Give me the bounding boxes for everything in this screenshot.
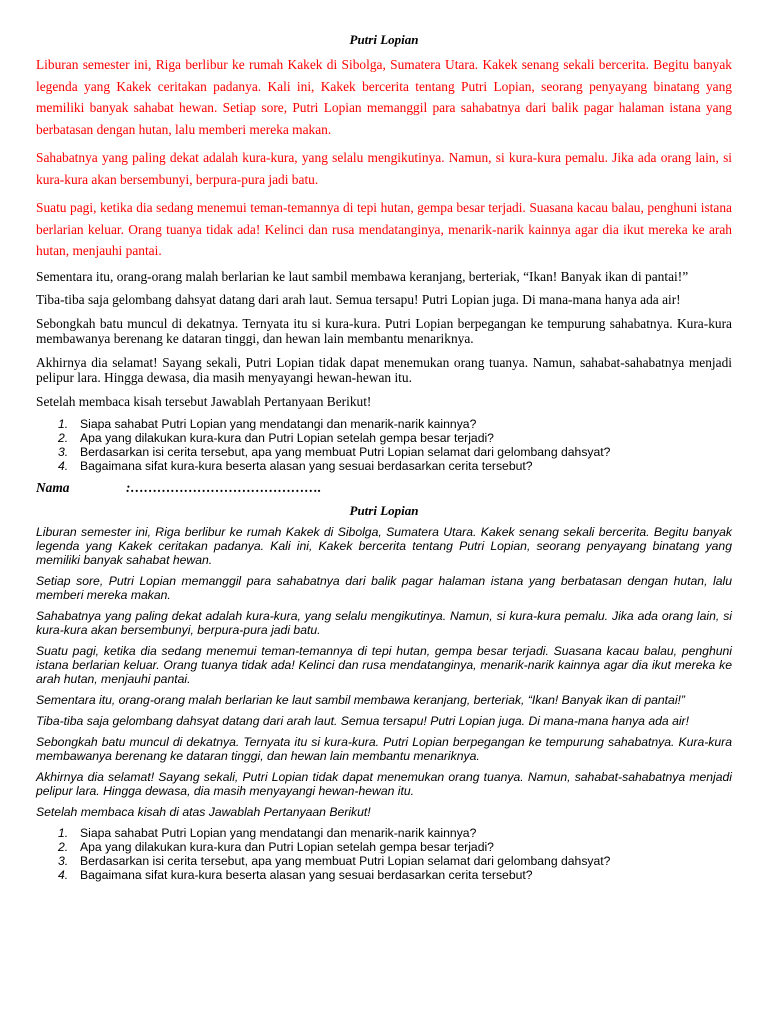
question-text: Apa yang dilakukan kura-kura dan Putri Lopian setelah gempa besar terjadi?: [80, 840, 494, 854]
italic-paragraph: Akhirnya dia selamat! Sayang sekali, Putri Lopian tidak dapat menemukan orang tuanya. Namun, sahabat-sahabatnya menjadi pelipur lara. Hingga dewasa, dia masih menyayangi hewan-hewan itu.: [36, 770, 732, 798]
question-item: [36, 826, 732, 840]
italic-paragraph: Liburan semester ini, Riga berlibur ke rumah Kakek di Sibolga, Sumatera Utara. Kakek senang sekali bercerita. Begitu banyak legenda yang Kakek ceritakan padanya. Kali ini, Kakek bercerita tentang Putri Lopian, seorang penyayang binatang yang memiliki banyak sahabat hewan.: [36, 525, 732, 567]
question-text: Apa yang dilakukan kura-kura dan Putri Lopian setelah gempa besar terjadi?: [80, 431, 494, 445]
question-text: Siapa sahabat Putri Lopian yang mendatangi dan menarik-narik kainnya?: [80, 417, 477, 431]
question-text: Siapa sahabat Putri Lopian yang mendatangi dan menarik-narik kainnya?: [80, 826, 477, 840]
italic-paragraph: Sementara itu, orang-orang malah berlarian ke laut sambil membawa keranjang, berteriak, “Ikan! Banyak ikan di pantai!”: [36, 693, 685, 707]
question-number: 3.: [58, 445, 69, 459]
question-number: 1.: [58, 826, 69, 840]
question-number: 3.: [58, 854, 69, 868]
question-text: Bagaimana sifat kura-kura beserta alasan yang sesuai berdasarkan cerita tersebut?: [80, 868, 533, 882]
italic-paragraph: Sebongkah batu muncul di dekatnya. Ternyata itu si kura-kura. Putri Lopian berpegangan ke tempurung sahabatnya. Kura-kura membawanya berenang ke dataran tinggi, dan hewan lain membantu menariknya.: [36, 735, 732, 763]
instruction-text: Setelah membaca kisah tersebut Jawablah Pertanyaan Berikut!: [36, 393, 372, 409]
italic-paragraph: Sahabatnya yang paling dekat adalah kura-kura, yang selalu mengikutinya. Namun, si kura-kura pemalu. Jika ada orang lain, si kura-kura akan bersembunyi, berpura-pura jadi batu.: [36, 609, 732, 637]
question-item: [36, 459, 732, 473]
question-number: 1.: [58, 417, 69, 431]
question-item: [36, 431, 732, 445]
document-title: Putri Lopian: [349, 32, 419, 47]
question-list: [36, 417, 732, 473]
question-list-2: [36, 826, 732, 882]
question-number: 4.: [58, 868, 69, 882]
story-paragraph: Akhirnya dia selamat! Sayang sekali, Putri Lopian tidak dapat menemukan orang tuanya. Namun, sahabat-sahabatnya menjadi pelipur lara. Hingga dewasa, dia masih menyayangi hewan-hewan itu.: [36, 354, 732, 385]
story-paragraph: Tiba-tiba saja gelombang dahsyat datang dari arah laut. Semua tersapu! Putri Lopian juga. Di mana-mana hanya ada air!: [36, 292, 681, 307]
red-paragraph: Suatu pagi, ketika dia sedang menemui teman-temannya di tepi hutan, gempa besar terjadi. Suasana kacau balau, penghuni istana berlarian keluar. Orang tuanya tidak ada! Kelinci dan rusa mendatanginya, menarik-narik kainnya agar dia ikut mereka ke arah hutan, menjauhi pantai.: [36, 200, 732, 258]
question-text: Bagaimana sifat kura-kura beserta alasan yang sesuai berdasarkan cerita tersebut?: [80, 459, 533, 473]
story-paragraph: Sebongkah batu muncul di dekatnya. Ternyata itu si kura-kura. Putri Lopian berpegangan ke tempurung sahabatnya. Kura-kura membawanya berenang ke dataran tinggi, dan hewan lain membantu menariknya.: [36, 315, 732, 346]
name-blank: :…………………………………….: [126, 480, 322, 495]
question-item: [36, 445, 732, 459]
document-title-2: Putri Lopian: [349, 503, 419, 518]
question-text: Berdasarkan isi cerita tersebut, apa yang membuat Putri Lopian selamat dari gelombang dahsyat?: [80, 445, 611, 459]
instruction-text-2: Setelah membaca kisah di atas Jawablah Pertanyaan Berikut!: [36, 805, 371, 819]
question-number: 4.: [58, 459, 69, 473]
italic-paragraph: Setiap sore, Putri Lopian memanggil para sahabatnya dari balik pagar halaman istana yang berbatasan dengan hutan, lalu memberi mereka makan.: [36, 574, 732, 602]
red-paragraph: Liburan semester ini, Riga berlibur ke rumah Kakek di Sibolga, Sumatera Utara. Kakek senang sekali bercerita. Begitu banyak legenda yang Kakek ceritakan padanya. Kali ini, Kakek bercerita tentang Putri Lopian, seorang penyayang binatang yang memiliki banyak sahabat hewan. Setiap sore, Putri Lopian memanggil para sahabatnya dari balik pagar halaman istana yang berbatasan dengan hutan, lalu memberi mereka makan.: [36, 57, 732, 137]
question-number: 2.: [58, 840, 69, 854]
question-number: 2.: [58, 431, 69, 445]
italic-paragraph: Suatu pagi, ketika dia sedang menemui teman-temannya di tepi hutan, gempa besar terjadi. Suasana kacau balau, penghuni istana berlarian keluar. Orang tuanya tidak ada! Kelinci dan rusa mendatanginya, menarik-narik kainnya agar dia ikut mereka ke arah hutan, menjauhi pantai.: [36, 644, 732, 686]
question-item: [36, 840, 732, 854]
question-item: [36, 854, 732, 868]
question-text: Berdasarkan isi cerita tersebut, apa yang membuat Putri Lopian selamat dari gelombang dahsyat?: [80, 854, 611, 868]
story-paragraph: Sementara itu, orang-orang malah berlarian ke laut sambil membawa keranjang, berteriak, “Ikan! Banyak ikan di pantai!”: [36, 268, 689, 284]
name-field-row: [36, 479, 732, 497]
question-item: [36, 868, 732, 882]
name-label: Nama: [36, 480, 70, 495]
italic-paragraph: Tiba-tiba saja gelombang dahsyat datang dari arah laut. Semua tersapu! Putri Lopian juga. Di mana-mana hanya ada air!: [36, 714, 690, 728]
red-paragraph: Sahabatnya yang paling dekat adalah kura-kura, yang selalu mengikutinya. Namun, si kura-kura pemalu. Jika ada orang lain, si kura-kura akan bersembunyi, berpura-pura jadi batu.: [36, 150, 732, 187]
question-item: [36, 417, 732, 431]
